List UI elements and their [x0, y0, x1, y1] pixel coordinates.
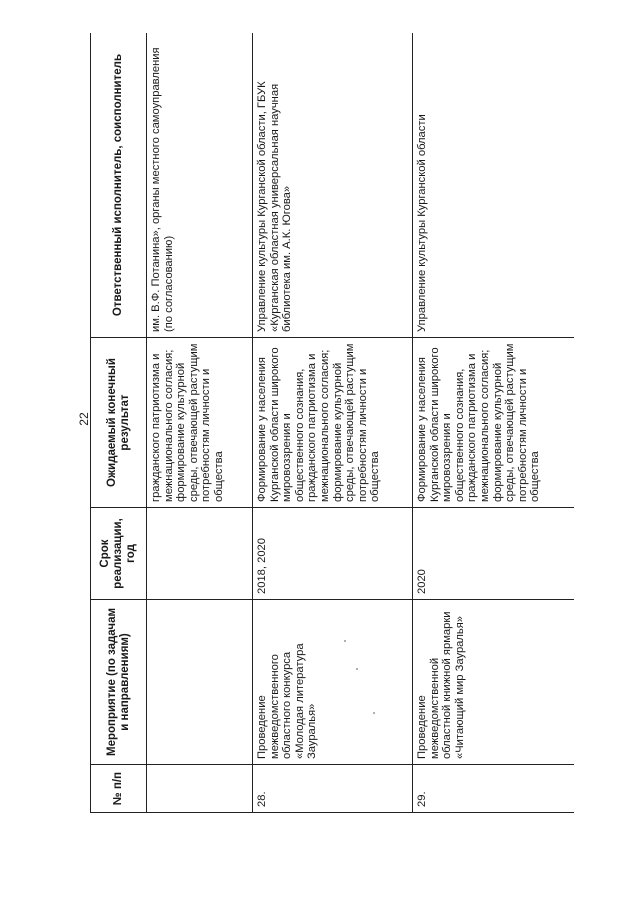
page-number: 22 [77, 412, 91, 426]
cell-term: 2020 [413, 508, 575, 600]
table-header-row [91, 33, 147, 813]
scan-speck [344, 640, 346, 642]
table-row [147, 33, 253, 813]
rotated-table-frame [90, 33, 574, 813]
header-num: № п/п [91, 765, 147, 813]
cell-event: Проведение межведомственного областного конкурса «Молодая литература Зауралья» [253, 600, 413, 765]
cell-executor: им. В.Ф. Потанина», органы местного самоуправления (по согласованию) [147, 33, 253, 338]
scan-speck [373, 712, 375, 714]
cell-event: Проведение межведомственной областной книжной ярмарки «Читающий мир Зауралья» [413, 600, 575, 765]
header-term: Срок реализации, год [91, 508, 147, 600]
cell-result: Формирование у населения Курганской области широкого мировоззрения и общественного сознания, гражданского патриотизма и межнационального согласия; формирование культурной среды, отвечающей растущим потребностям личности и общества [253, 338, 413, 508]
header-result: Ожидаемый конечный результат [91, 338, 147, 508]
cell-num: 29. [413, 765, 575, 813]
cell-event [147, 600, 253, 765]
scan-speck [356, 668, 358, 670]
cell-term: 2018, 2020 [253, 508, 413, 600]
header-event: Мероприятие (по задачам и направлениям) [91, 600, 147, 765]
cell-result: Формирование у населения Курганской области широкого мировоззрения и общественного сознания, гражданского патриотизма и межнационального согласия; формирование культурной среды, отвечающей растущим потребностям личности и общества [413, 338, 575, 508]
cell-term [147, 508, 253, 600]
table-container [90, 33, 574, 813]
cell-num [147, 765, 253, 813]
events-table [90, 33, 574, 813]
table-row [253, 33, 413, 813]
cell-result: гражданского патриотизма и межнационального согласия; формирование культурной среды, отвечающей растущим потребностям личности и общества [147, 338, 253, 508]
cell-num: 28. [253, 765, 413, 813]
header-executor: Ответственный исполнитель, соисполнитель [91, 33, 147, 338]
table-row [413, 33, 575, 813]
cell-executor: Управление культуры Курганской области, ГБУК «Курганская областная универсальная научная библиотека им. А.К. Югова» [253, 33, 413, 338]
cell-executor: Управление культуры Курганской области [413, 33, 575, 338]
